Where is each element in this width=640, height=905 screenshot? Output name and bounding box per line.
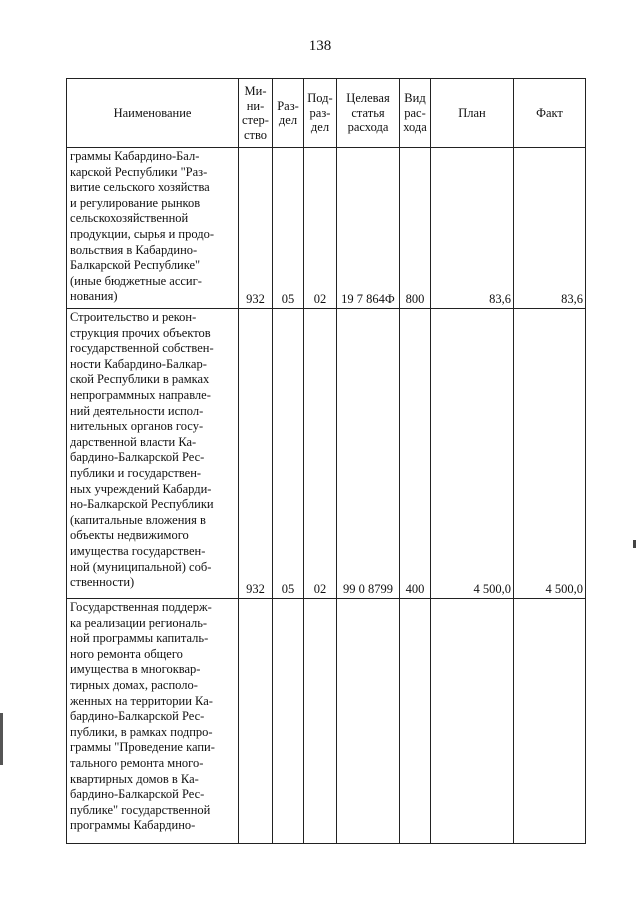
header-subsection bbox=[304, 79, 337, 148]
name-line: непрограммных направле- bbox=[70, 387, 211, 402]
name-line: ности Кабардино-Балкар- bbox=[70, 356, 207, 371]
name-line: ной (муниципальной) соб- bbox=[70, 559, 212, 574]
cell-fact bbox=[514, 599, 586, 844]
name-line: Государственная поддерж- bbox=[70, 600, 212, 614]
name-line: объекты недвижимого bbox=[70, 528, 189, 543]
name-line: Балкарской Республике" bbox=[70, 258, 201, 273]
name-line: карской Республики "Раз- bbox=[70, 164, 208, 179]
name-line: женных на территории Ка- bbox=[70, 693, 213, 708]
header-text-line: Под- bbox=[307, 91, 333, 106]
cell-section: 05 bbox=[273, 309, 304, 599]
table-row bbox=[67, 309, 586, 599]
name-line: ной программы капиталь- bbox=[70, 631, 209, 646]
name-line: граммы "Проведение капи- bbox=[70, 740, 215, 755]
cell-expense-type: 800 bbox=[400, 148, 431, 309]
name-line: Строительство и рекон- bbox=[70, 310, 197, 324]
cell-name bbox=[67, 599, 239, 844]
cell-plan: 83,6 bbox=[431, 148, 514, 309]
page-number: 138 bbox=[308, 38, 332, 54]
header-text-line: Вид bbox=[404, 91, 426, 106]
name-line: квартирных домов в Ка- bbox=[70, 771, 199, 786]
cell-target: 19 7 864Ф bbox=[337, 148, 400, 309]
name-line: публики и государствен- bbox=[70, 465, 202, 480]
cell-fact: 4 500,0 bbox=[514, 309, 586, 599]
name-line: бардино-Балкарской Рес- bbox=[70, 709, 205, 724]
header-plan: План bbox=[431, 79, 514, 148]
cell-ministry bbox=[239, 599, 273, 844]
cell-subsection: 02 bbox=[304, 309, 337, 599]
table-row bbox=[67, 148, 586, 309]
header-text-line: дел bbox=[310, 120, 330, 135]
cell-section bbox=[273, 599, 304, 844]
name-line: ка реализации региональ- bbox=[70, 615, 208, 630]
budget-table bbox=[66, 78, 586, 844]
cell-target bbox=[337, 599, 400, 844]
name-line: нования) bbox=[70, 289, 118, 304]
name-line: имущества государствен- bbox=[70, 543, 206, 558]
header-text-line: Ми- bbox=[244, 84, 267, 98]
name-line: вольствия в Кабардино- bbox=[70, 242, 198, 257]
cell-ministry: 932 bbox=[239, 309, 273, 599]
header-text-line: Целевая bbox=[346, 91, 390, 106]
header-text-line: хода bbox=[403, 120, 427, 135]
table-header-row bbox=[67, 79, 586, 148]
name-line: (иные бюджетные ассиг- bbox=[70, 273, 202, 288]
cell-name bbox=[67, 309, 239, 599]
name-line: публики, в рамках подпро- bbox=[70, 724, 213, 739]
header-fact: Факт bbox=[514, 79, 586, 148]
header-text-line: Раз- bbox=[277, 98, 299, 113]
header-expense-type bbox=[400, 79, 431, 148]
cell-plan: 4 500,0 bbox=[431, 309, 514, 599]
name-line: бардино-Балкарской Рес- bbox=[70, 450, 205, 465]
header-text-line: стер- bbox=[242, 113, 269, 127]
name-line: государственной собствен- bbox=[70, 341, 214, 356]
cell-section: 05 bbox=[273, 148, 304, 309]
name-line: витие сельского хозяйства bbox=[70, 180, 210, 195]
name-line: тирных домах, располо- bbox=[70, 677, 198, 692]
header-target bbox=[337, 79, 400, 148]
scan-mark bbox=[633, 540, 636, 548]
table-row bbox=[67, 599, 586, 844]
name-line: дарственной власти Ка- bbox=[70, 434, 197, 449]
name-line: струкция прочих объектов bbox=[70, 325, 211, 340]
cell-subsection: 02 bbox=[304, 148, 337, 309]
name-line: продукции, сырья и продо- bbox=[70, 226, 215, 241]
name-line: граммы Кабардино-Бал- bbox=[70, 149, 200, 163]
name-line: программы Кабардино- bbox=[70, 818, 196, 833]
name-line: имущества в многоквар- bbox=[70, 662, 201, 677]
name-line: (капитальные вложения в bbox=[70, 512, 206, 527]
name-line: бардино-Балкарской Рес- bbox=[70, 787, 205, 802]
scan-mark bbox=[0, 713, 3, 765]
header-text-line: расхода bbox=[347, 120, 389, 135]
header-text-line: ство bbox=[243, 127, 268, 142]
name-line: сельскохозяйственной bbox=[70, 211, 189, 226]
cell-plan bbox=[431, 599, 514, 844]
header-ministry bbox=[239, 79, 273, 148]
name-line: тального ремонта много- bbox=[70, 755, 204, 770]
header-text-line: раз- bbox=[309, 105, 331, 120]
cell-expense-type bbox=[400, 599, 431, 844]
name-line: ний деятельности испол- bbox=[70, 403, 204, 418]
name-line: ных учреждений Кабарди- bbox=[70, 481, 212, 496]
cell-target: 99 0 8799 bbox=[337, 309, 400, 599]
header-text-line: ни- bbox=[246, 98, 265, 113]
name-line: ственности) bbox=[70, 575, 135, 590]
name-line: нительных органов госу- bbox=[70, 419, 204, 434]
header-text-line: дел bbox=[278, 113, 298, 127]
header-section bbox=[273, 79, 304, 148]
name-line: ской Республики в рамках bbox=[70, 372, 210, 387]
cell-expense-type: 400 bbox=[400, 309, 431, 599]
cell-subsection bbox=[304, 599, 337, 844]
name-line: и регулирование рынков bbox=[70, 195, 201, 210]
cell-ministry: 932 bbox=[239, 148, 273, 309]
cell-name bbox=[67, 148, 239, 309]
header-text-line: статья bbox=[351, 105, 385, 120]
cell-fact: 83,6 bbox=[514, 148, 586, 309]
name-line: публике" государственной bbox=[70, 802, 211, 817]
header-text-line: рас- bbox=[404, 105, 426, 120]
header-name: Наименование bbox=[67, 79, 239, 148]
name-line: но-Балкарской Республики bbox=[70, 497, 214, 512]
name-line: ного ремонта общего bbox=[70, 646, 183, 661]
